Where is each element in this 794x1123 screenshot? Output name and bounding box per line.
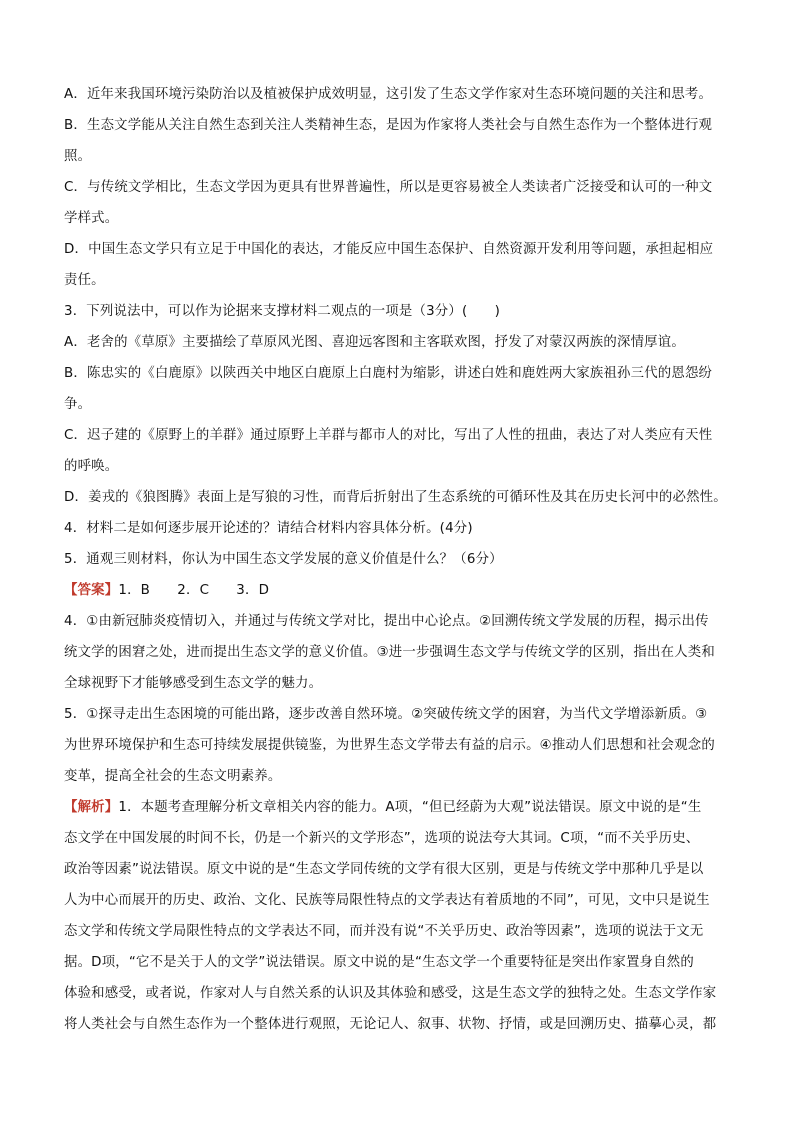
question-3: 3．下列说法中，可以作为论据来支撑材料二观点的一项是（3分）( ) [64, 304, 501, 319]
analysis-tag: 【解析】 [64, 800, 119, 815]
answer-text: 1．B 2．C 3．D [118, 583, 270, 598]
analysis-line-1 [64, 797, 730, 818]
analysis-line-8: 将人类社会与自然生态作为一个整体进行观照，无论记人、叙事、状物、抒情，或是回溯历史、描摹心灵，都 [64, 1017, 717, 1032]
answer-4-line-2: 统文学的困窘之处，进而提出生态文学的意义价值。③进一步强调生态文学与传统文学的区别，指出在人类和 [64, 645, 715, 660]
analysis-line-5: 态文学和传统文学局限性特点的文学表达不同，而并没有说“不关乎历史、政治等因素”，选项的说法于文无 [64, 924, 704, 939]
answer-line [64, 580, 730, 601]
q3-option-c-cont: 的呼唤。 [64, 459, 119, 474]
q3-option-b: B．陈忠实的《白鹿原》以陕西关中地区白鹿原上白鹿村为缩影，讲述白姓和鹿姓两大家族祖孙三代的恩怨纷 [64, 366, 713, 381]
question-5: 5．通观三则材料，你认为中国生态文学发展的意义价值是什么？（6分） [64, 552, 503, 567]
answer-4-line-1: 4．①由新冠肺炎疫情切入，并通过与传统文学对比，提出中心论点。②回溯传统文学发展的历程，揭示出传 [64, 614, 709, 629]
option-b-line: B．生态文学能从关注自然生态到关注人类精神生态，是因为作家将人类社会与自然生态作为一个整体进行观 [64, 118, 713, 133]
option-d-line: D．中国生态文学只有立足于中国化的表达，才能反应中国生态保护、自然资源开发利用等问题，承担起相应 [64, 242, 714, 257]
analysis-line-7: 体验和感受，或者说，作家对人与自然关系的认识及其体验和感受，这是生态文学的独特之处。生态文学作家 [64, 986, 717, 1001]
q3-option-b-cont: 争。 [64, 397, 92, 412]
q3-option-d: D．姜戎的《狼图腾》表面上是写狼的习性，而背后折射出了生态系统的可循环性及其在历史长河中的必然性。 [64, 490, 727, 505]
question-4: 4．材料二是如何逐步展开论述的？请结合材料内容具体分析。(4分) [64, 521, 473, 536]
option-b-line-cont: 照。 [64, 149, 92, 164]
answer-5-line-2: 为世界环境保护和生态可持续发展提供镜鉴，为世界生态文学带去有益的启示。④推动人们思想和社会观念的 [64, 738, 715, 753]
analysis-line-4: 人为中心而展开的历史、政治、文化、民族等局限性特点的文学表达有着质地的不同”，可见，文中只是说生 [64, 893, 710, 908]
q3-option-a: A．老舍的《草原》主要描绘了草原风光图、喜迎远客图和主客联欢图，抒发了对蒙汉两族的深情厚谊。 [64, 335, 685, 350]
analysis-line-3: 政治等因素”说法错误。原文中说的是“生态文学同传统的文学有很大区别，更是与传统文学中那种几乎是以 [64, 862, 704, 877]
option-d-line-cont: 责任。 [64, 273, 105, 288]
option-c-line: C．与传统文学相比，生态文学因为更具有世界普遍性，所以是更容易被全人类读者广泛接受和认可的一种文 [64, 180, 713, 195]
answer-5-line-1: 5．①探寻走出生态困境的可能出路，逐步改善自然环境。②突破传统文学的困窘，为当代文学增添新质。③ [64, 707, 708, 722]
document-page [64, 84, 730, 1045]
option-a-line: A．近年来我国环境污染防治以及植被保护成效明显，这引发了生态文学作家对生态环境问题的关注和思考。 [64, 87, 713, 102]
option-c-line-cont: 学样式。 [64, 211, 119, 226]
analysis-line-2: 态文学在中国发展的时间不长，仍是一个新兴的文学形态”，选项的说法夸大其词。C项，“而不关乎历史、 [64, 831, 700, 846]
analysis-first-text: 1．本题考查理解分析文章相关内容的能力。A项，“但已经蔚为大观”说法错误。原文中说的是“生 [118, 800, 702, 815]
answer-5-line-3: 变革，提高全社会的生态文明素养。 [64, 769, 282, 784]
q3-option-c: C．迟子建的《原野上的羊群》通过原野上羊群与都市人的对比，写出了人性的扭曲，表达了对人类应有天性 [64, 428, 713, 443]
answer-tag: 【答案】 [64, 583, 119, 598]
analysis-line-6: 据。D项，“它不是关于人的文学”说法错误。原文中说的是“生态文学一个重要特征是突出作家置身自然的 [64, 955, 694, 970]
answer-4-line-3: 全球视野下才能够感受到生态文学的魅力。 [64, 676, 323, 691]
